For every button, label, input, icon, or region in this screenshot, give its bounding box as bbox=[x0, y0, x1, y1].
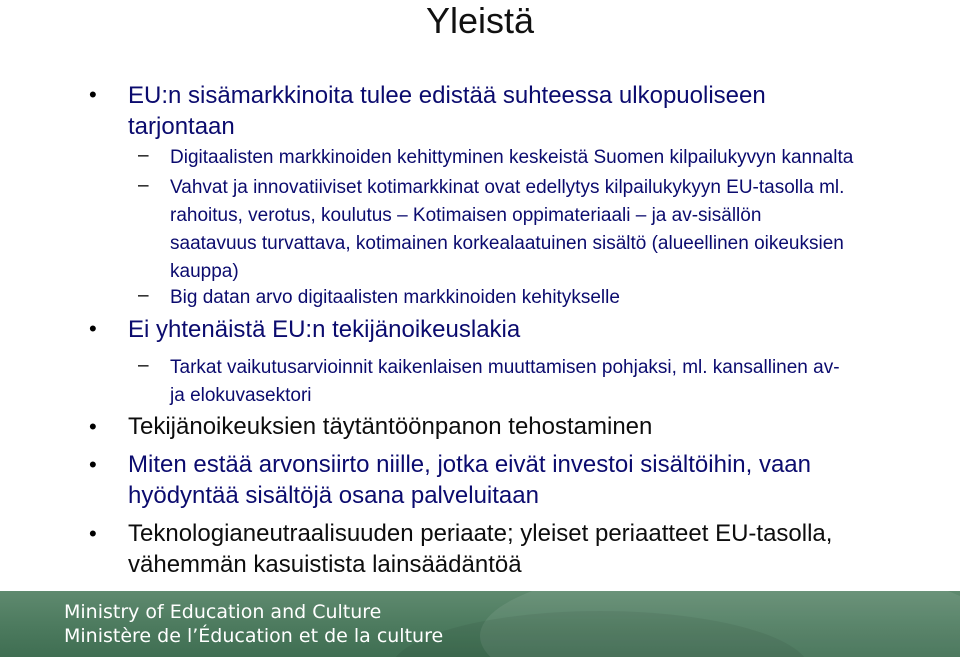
bullet-text: Miten estää arvonsiirto niille, jotka eivät investoi sisältöihin, vaan bbox=[128, 451, 812, 478]
sub-bullet-marker: – bbox=[138, 175, 149, 196]
sub-bullet-text: Tarkat vaikutusarvioinnit kaikenlaisen muuttamisen pohjaksi, ml. kansallinen av- bbox=[170, 357, 840, 378]
sub-bullet-item bbox=[170, 284, 930, 312]
footer-ministry-name-fr: Ministère de l’Éducation et de la culture bbox=[64, 625, 444, 647]
bullet-marker: • bbox=[89, 414, 97, 439]
bullet-text: tarjontaan bbox=[128, 113, 235, 140]
sub-bullet-text: Big datan arvo digitaalisten markkinoiden kehitykselle bbox=[170, 287, 620, 308]
ministry-footer-banner bbox=[0, 591, 960, 657]
bullet-item bbox=[128, 80, 928, 142]
bullet-item bbox=[128, 518, 928, 580]
sub-bullet-text: Digitaalisten markkinoiden kehittyminen keskeistä Suomen kilpailukyvyn kannalta bbox=[170, 147, 854, 168]
bullet-text: hyödyntää sisältöjä osana palveluitaan bbox=[128, 482, 539, 509]
bullet-item bbox=[128, 449, 928, 511]
bullet-text: EU:n sisämarkkinoita tulee edistää suhteessa ulkopuoliseen bbox=[128, 82, 766, 109]
bullet-text: vähemmän kasuistista lainsäädäntöä bbox=[128, 551, 522, 578]
bullet-item bbox=[128, 411, 928, 442]
sub-bullet-marker: – bbox=[138, 285, 149, 306]
footer-ministry-name-en: Ministry of Education and Culture bbox=[64, 601, 382, 623]
sub-bullet-text: Vahvat ja innovatiiviset kotimarkkinat ovat edellytys kilpailukykyyn EU-tasolla ml. bbox=[170, 177, 845, 198]
bullet-text: Ei yhtenäistä EU:n tekijänoikeuslakia bbox=[128, 316, 521, 343]
bullet-marker: • bbox=[89, 316, 97, 341]
sub-bullet-text: saatavuus turvattava, kotimainen korkealaatuinen sisältö (alueellinen oikeuksien bbox=[170, 233, 844, 254]
bullet-marker: • bbox=[89, 521, 97, 546]
bullet-marker: • bbox=[89, 82, 97, 107]
sub-bullet-text: kauppa) bbox=[170, 261, 239, 282]
sub-bullet-marker: – bbox=[138, 355, 149, 376]
bullet-text: Tekijänoikeuksien täytäntöönpanon tehostaminen bbox=[128, 413, 653, 440]
bullet-item bbox=[128, 314, 928, 345]
sub-bullet-marker: – bbox=[138, 145, 149, 166]
bullet-marker: • bbox=[89, 452, 97, 477]
slide-title: Yleistä bbox=[425, 0, 535, 41]
sub-bullet-item bbox=[170, 174, 930, 286]
bullet-text: Teknologianeutraalisuuden periaate; yleiset periaatteet EU-tasolla, bbox=[128, 520, 833, 547]
sub-bullet-item bbox=[170, 354, 930, 410]
sub-bullet-item bbox=[170, 144, 930, 172]
sub-bullet-text: ja elokuvasektori bbox=[170, 385, 312, 406]
sub-bullet-text: rahoitus, verotus, koulutus – Kotimaisen oppimateriaali – ja av-sisällön bbox=[170, 205, 762, 226]
